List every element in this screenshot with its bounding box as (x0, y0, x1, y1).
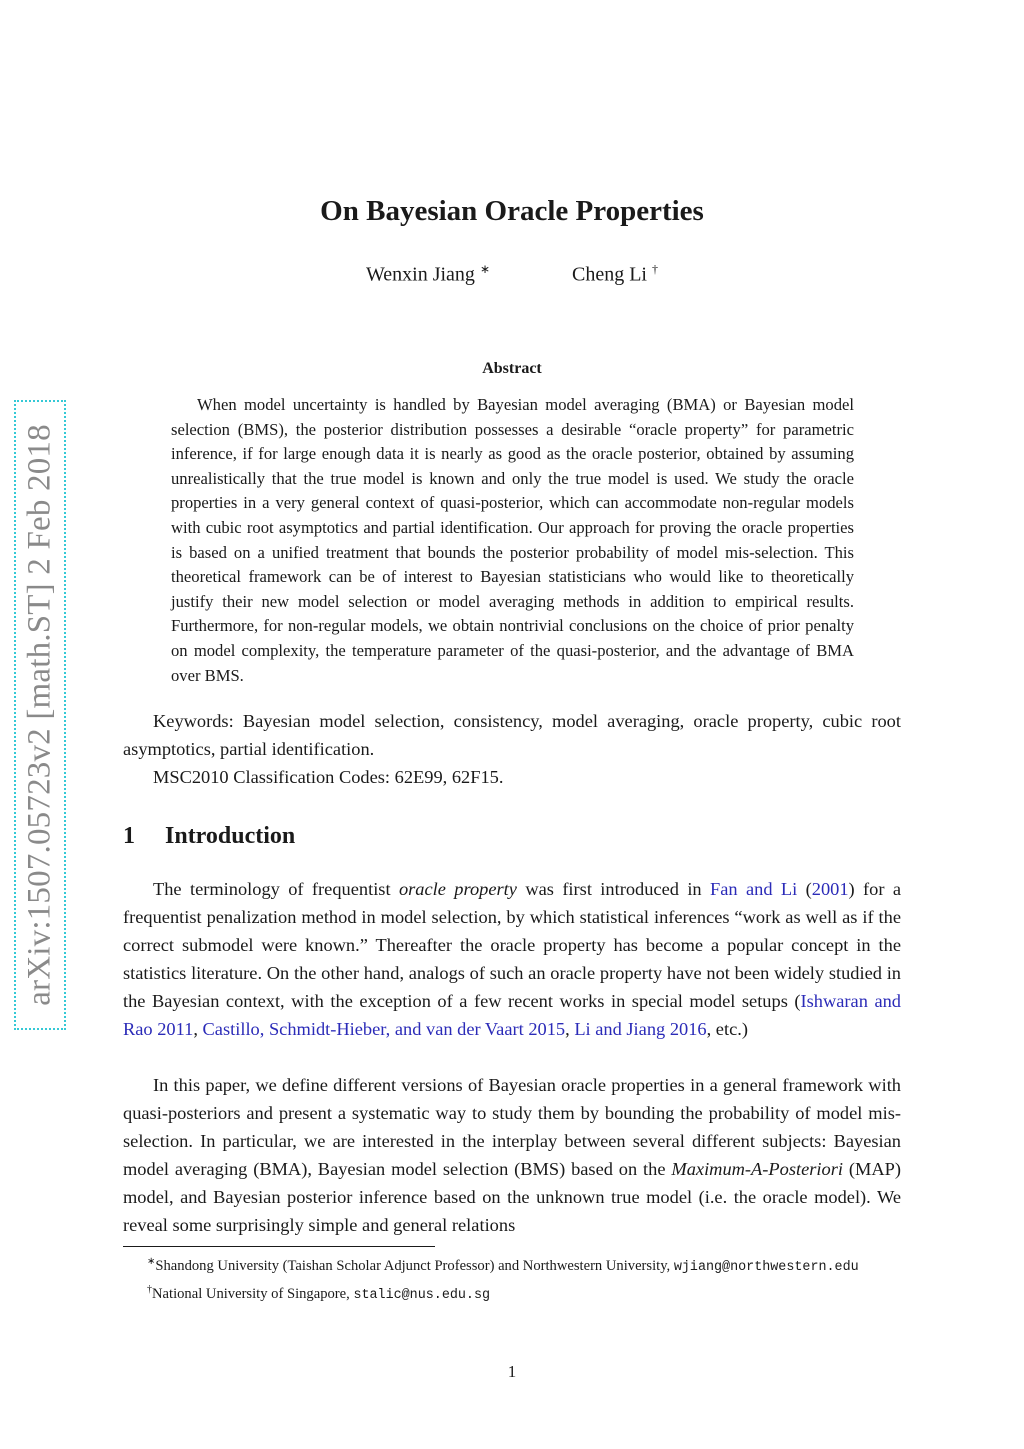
section-number: 1 (123, 823, 135, 849)
keywords: Keywords: Bayesian model selection, consistency, model averaging, oracle property, cubic root asymptotics, partial identification. (123, 711, 901, 759)
text-run: ( (797, 879, 812, 899)
emphasis: Maximum-A-Posteriori (671, 1159, 844, 1179)
section-title: Introduction (165, 823, 296, 849)
page-number: 1 (507, 1362, 517, 1381)
text-run: ) for a frequentist penalization method in model selection, by which statistical inferences “work as well as if the correct submodel were known.” Thereafter the oracle property has become a popular concept in the statistics literature. On the other hand, analogs of such an oracle property have not been widely studied in the Bayesian context, with the exception of a few recent works in special model setups ( (123, 879, 902, 1011)
author-footnote-mark: † (652, 262, 658, 276)
text-run: , etc.) (706, 1019, 748, 1039)
footnote-mark: ∗ (147, 1256, 156, 1267)
emphasis: oracle property (398, 879, 517, 899)
footnote-text: Shandong University (Taishan Scholar Adjunct Professor) and Northwestern University, (155, 1257, 674, 1274)
footnote-mark: † (147, 1283, 152, 1295)
paragraph (123, 875, 901, 1043)
text-run: In this paper, we define different versions of Bayesian oracle properties in a general framework with quasi-posteriors and present a systematic way to study them by bounding the probability of model mis-selection. In particular, we are interested in the interplay between several different subjects: Bayesian model averaging (BMA), Bayesian model selection (BMS) based on the (123, 1075, 901, 1179)
footnote-text: National University of Singapore, (152, 1285, 354, 1302)
abstract-text: When model uncertainty is handled by Bayesian model averaging (BMA) or Bayesian model selection (BMS), the posterior distribution possesses a desirable “oracle property” for parametric inference, if for large enough data it is nearly as good as the oracle posterior, obtained by assuming unrealistically that the true model is known and only the true model is used. We study the oracle properties in a very general context of quasi-posterior, which can accommodate non-regular models with cubic root asymptotics and partial identification. Our approach for proving the oracle properties is based on a unified treatment that bounds the posterior probability of model mis-selection. This theoretical framework can be of interest to Bayesian statisticians who would like to theoretically justify their new model selection or model averaging methods in addition to empirical results. Furthermore, for non-regular models, we obtain nontrivial conclusions on the choice of prior penalty on model complexity, the temperature parameter of the quasi-posterior, and the advantage of BMA over BMS. (171, 395, 854, 685)
email-link[interactable]: stalic@nus.edu.sg (353, 1287, 491, 1303)
text-run: (MAP) model, and Bayesian posterior inference based on the unknown true model (i.e. the oracle model). We reveal some surprisingly simple and general relations (123, 1159, 901, 1235)
author-name: Cheng Li (572, 263, 647, 286)
citation-link[interactable]: Fan and Li (710, 879, 798, 899)
footnote-divider (123, 1246, 435, 1247)
arxiv-stamp-text: arXiv:1507.05723v2 [math.ST] 2 Feb 2018 (21, 424, 58, 1006)
abstract-heading: Abstract (482, 360, 542, 377)
footnote (123, 1251, 901, 1279)
msc-codes: MSC2010 Classification Codes: 62E99, 62F15. (153, 767, 504, 787)
footnotes (123, 1251, 901, 1307)
email-link[interactable]: wjiang@northwestern.edu (673, 1259, 859, 1275)
citation-link[interactable]: 2001 (811, 879, 849, 899)
citation-link[interactable]: Castillo, Schmidt-Hieber, and van der Vaart 2015 (202, 1019, 566, 1039)
arxiv-stamp (14, 400, 66, 1030)
author (366, 262, 490, 287)
footnote (123, 1279, 901, 1307)
author-name: Wenxin Jiang (366, 263, 475, 286)
text-run: The terminology of frequentist (153, 879, 399, 899)
section-heading (123, 823, 295, 850)
text-run: , (193, 1019, 203, 1039)
paper-title: On Bayesian Oracle Properties (320, 195, 704, 227)
author-footnote-mark: ∗ (479, 262, 490, 276)
citation-link[interactable]: Li and Jiang 2016 (574, 1019, 707, 1039)
author (572, 262, 658, 287)
text-run: was first introduced in (516, 879, 711, 899)
text-run: , (565, 1019, 575, 1039)
citation-link[interactable]: Ishwaran and Rao 2011 (123, 991, 901, 1039)
paragraph (123, 1071, 901, 1239)
